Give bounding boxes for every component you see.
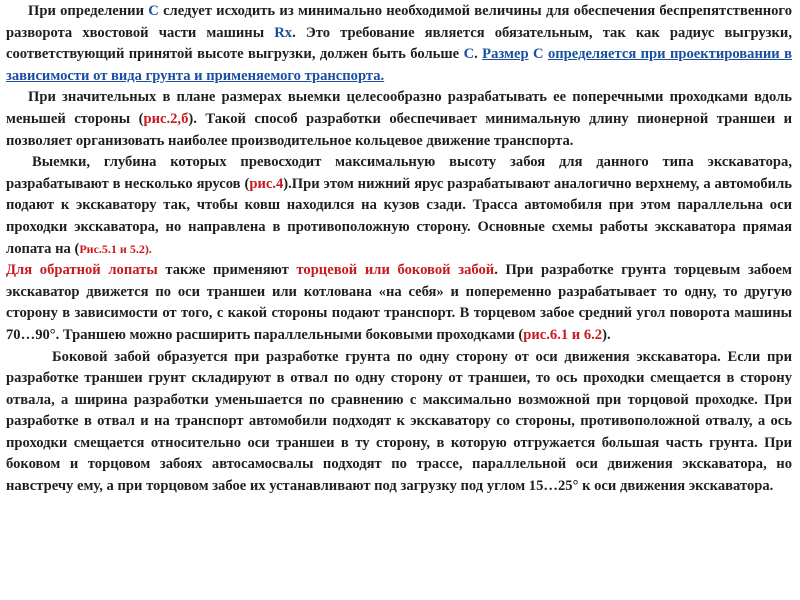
text-run: Выемки, глубина которых превосходит максимальную высоту забоя для данного типа экскаватора, разрабатывают в несколько ярусов ( — [6, 154, 792, 192]
paragraph-cross-passes — [6, 87, 792, 152]
figure-ref[interactable]: рис.6.1 и 6.2 — [523, 326, 603, 343]
figure-ref[interactable]: Рис.5.1 и 5.2). — [79, 241, 152, 256]
document-body — [6, 0, 792, 498]
highlight-backhoe: Для обратной лопаты — [6, 262, 158, 279]
paragraph-tiers — [6, 152, 792, 260]
paragraph-face-width — [6, 0, 792, 87]
link-design-note[interactable]: определяется при проектировании в зависимости от вида грунта и применяемого транспорта. — [6, 46, 792, 84]
paragraph-backhoe — [6, 260, 792, 346]
symbol-c: С — [533, 46, 544, 63]
paragraph-side-face — [6, 347, 792, 498]
symbol-rx: Rх — [274, 24, 293, 41]
symbol-c: С — [463, 46, 475, 63]
text-run: также применяют — [157, 262, 297, 279]
figure-ref[interactable]: рис.4 — [249, 175, 284, 192]
text-run: Боковой забой образуется при разработке грунта по одну сторону от оси движения экскаватора. Если при разработке траншеи грунт складируют в отвал по одну сторону от траншеи, то ось проходки смещается в сторону отвала, а ширина разработки уменьшается по сравнению с максимально возможной при торцовой проходке. При разработке в отвал и на транспорт автомобили подходят к экскаватору со стороны, противоположной отвалу, а ось проходки смещается относительно оси траншеи в ту сторону, в которую отгружается большая часть грунта. При боковом и торцовом забоях автосамосвалы подходят по трассе, параллельной оси движения экскаватора, но навстречу ему, а при торцовом забое их устанавливают под — [6, 348, 792, 495]
text-run: ).При этом нижний ярус разрабатывают аналогично верхнему, а автомобиль подают к экскаватору так, чтобы ковш находился на кузов сзади. Трасса автомобиля при этом параллельна оси проходки экскаватора, но направлена в противоположную сторону. Основные схемы работы экскаватора прямая лопата на ( — [6, 175, 792, 257]
text-run: При значительных в плане размерах выемки целесообразно разрабатывать ее поперечными проходками вдоль меньшей стороны ( — [6, 89, 792, 127]
text-run: ). — [602, 326, 611, 343]
symbol-c: С — [148, 3, 159, 19]
text-run: . При разработке грунта торцевым забоем экскаватор движется по оси траншеи или котлована «на себя» и попеременно разрабатывает то одну, то другую сторону в зависимости от того, с какой стороны подают транспорт. В торцевом забое средний угол поворота машины 70…90°. Траншею можно расширить параллельными боковыми проходками ( — [6, 262, 792, 343]
text-run: следует исходить из минимально необходимой величины для обеспечения беспрепятственного разворота хвостовой части машины — [6, 3, 792, 41]
figure-ref[interactable]: рис.2,б — [143, 110, 189, 127]
text-run: . Это требование является обязательным, так как радиус выгрузки, соответствующий принятой высоте выгрузки, должен быть больше — [6, 24, 792, 63]
text-run-cut: загрузку под углом 15…25° к оси движения экскаватора. — [400, 478, 774, 495]
highlight-face-type: торцевой или боковой забой — [296, 262, 495, 279]
text-run: . — [474, 46, 483, 63]
text-run: При определении — [28, 3, 149, 19]
text-run: ). Такой способ разработки обеспечивает минимальную длину пионерной траншеи и позволяет организовать наиболее производительное кольцевое движение транспорта. — [6, 110, 793, 149]
link-size[interactable]: Размер — [482, 46, 529, 63]
